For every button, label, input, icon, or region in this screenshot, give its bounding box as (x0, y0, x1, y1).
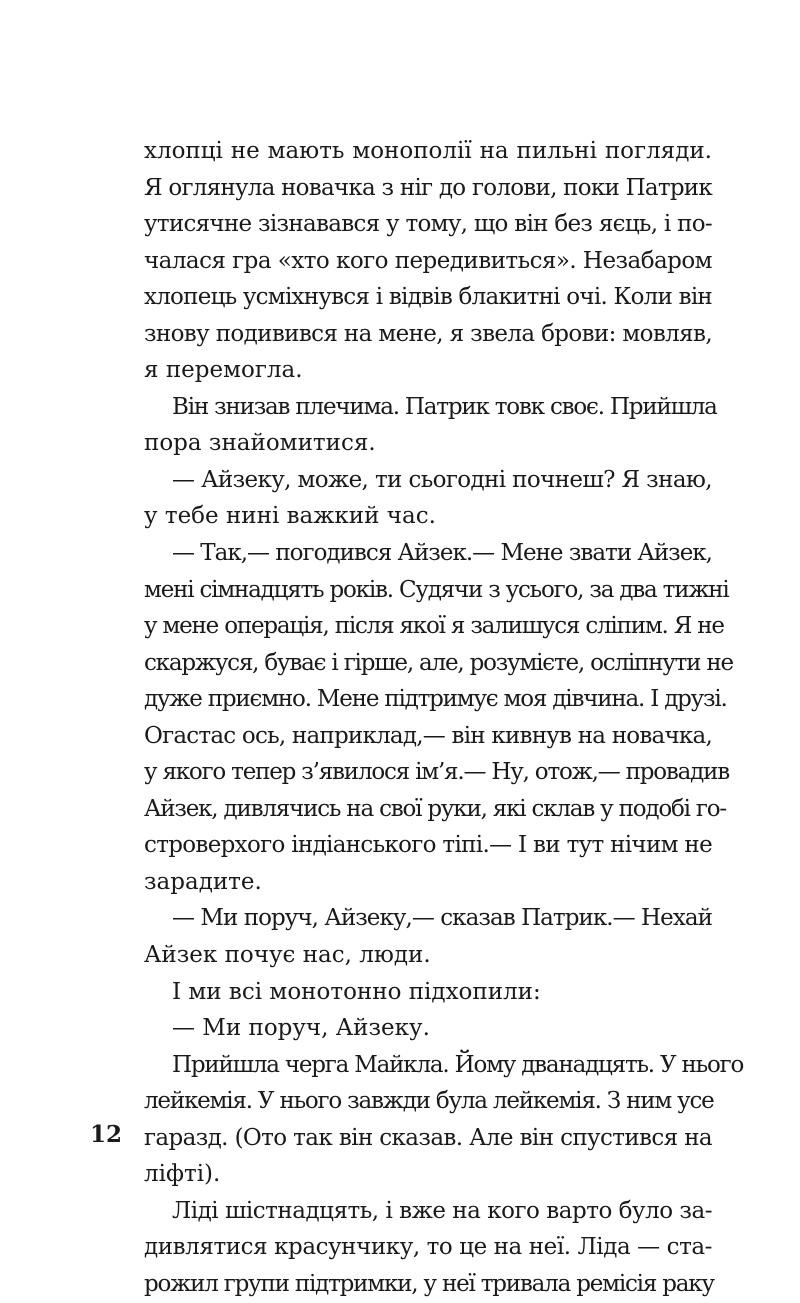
text-line: Прийшла черга Майкла. Йому дванадцять. У нього (172, 1051, 744, 1078)
text-line: — Так,— погодився Айзек.— Мене звати Айзек, (172, 540, 712, 567)
text-line: Він знизав плечима. Патрик товк своє. Прийшла (172, 393, 717, 420)
text-line: І ми всі монотонно підхопили: (172, 978, 541, 1005)
text-line: хлопець усміхнувся і відвів блакитні очі. Коли він (144, 284, 712, 311)
text-line: я перемогла. (144, 357, 303, 384)
text-line: Я оглянула новачка з ніг до голови, поки Патрик (144, 174, 712, 201)
text-line: лейкемія. У нього завжди була лейкемія. З ним усе (144, 1088, 714, 1115)
text-line: — Ми поруч, Айзеку. (172, 1015, 430, 1042)
text-line: гаразд. (Ото так він сказав. Але він спустився на (144, 1124, 712, 1151)
text-line: строверхого індіанського тіпі.— І ви тут нічим не (144, 832, 713, 859)
text-line: чалася гра «хто кого передивиться». Незабаром (144, 247, 712, 274)
text-line: — Ми поруч, Айзеку,— сказав Патрик.— Нехай (172, 905, 712, 932)
text-line: скаржуся, буває і гірше, але, розумієте, осліпнути не (144, 649, 733, 676)
text-line: утисячне зізнавався у тому, що він без яєць, і по- (144, 211, 712, 238)
text-line: Айзек почує нас, люди. (144, 942, 431, 969)
text-line: у якого тепер з’явилося ім’я.— Ну, отож,— провадив (144, 759, 729, 786)
text-line: у тебе нині важкий час. (144, 503, 436, 530)
text-line: зарадите. (144, 868, 262, 895)
text-line: мені сімнадцять років. Судячи з усього, за два тижні (144, 576, 729, 603)
text-line: дуже приємно. Мене підтримує моя дівчина. І друзі. (144, 686, 727, 713)
text-line: рожил групи підтримки, у неї тривала ремісія раку (144, 1270, 714, 1297)
text-line: хлопці не мають монополії на пильні погляди. (144, 138, 712, 164)
text-line: знову подивився на мене, я звела брови: мовляв, (144, 320, 712, 347)
text-line: Айзек, дивлячись на свої руки, які склав у подобі го- (144, 795, 726, 822)
text-line: Огастас ось, наприклад,— він кивнув на новачка, (144, 722, 712, 749)
text-line: дивлятися красунчику, то це на неї. Ліда — ста- (144, 1234, 713, 1261)
text-line: ліфті). (144, 1161, 221, 1188)
body-text (144, 133, 744, 1303)
text-line: — Айзеку, може, ти сьогодні почнеш? Я знаю, (172, 466, 712, 493)
text-line: у мене операція, після якої я залишуся сліпим. Я не (144, 613, 724, 640)
page-number: 12 (90, 1121, 123, 1148)
text-line: пора знайомитися. (144, 430, 376, 457)
text-line: Ліді шістнадцять, і вже на кого варто було за- (172, 1197, 712, 1224)
